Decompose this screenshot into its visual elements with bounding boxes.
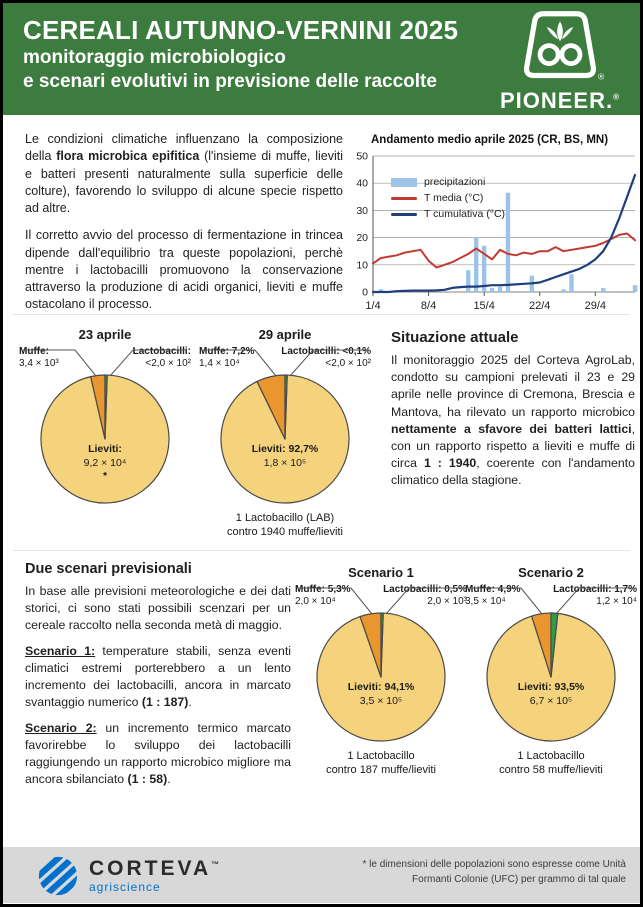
t-media-line-icon bbox=[391, 197, 417, 200]
lactobacilli-label: Lactobacilli: bbox=[132, 346, 191, 357]
scenario-1-paragraph bbox=[25, 643, 291, 711]
footnote-line-1: * le dimensioni delle popolazioni sono espresse come Unità bbox=[362, 859, 626, 870]
situazione-text-2: , con un rapporto rispetto a lieviti e muffe di circa bbox=[391, 421, 635, 471]
weather-chart-svg bbox=[347, 146, 639, 314]
header-text bbox=[23, 16, 458, 93]
scenario-2-text: un incremento termico marcato favorirebbe lo sviluppo dei lactobacilli raggiungendo un rapporto microbico migliore ma ancora sbilanciato bbox=[25, 720, 291, 786]
svg-text:30: 30 bbox=[356, 204, 368, 217]
pie-chart-svg bbox=[295, 583, 467, 745]
lactobacilli-label: Lactobacilli: 0,5% bbox=[383, 584, 467, 595]
pie-title: 29 aprile bbox=[258, 327, 312, 342]
page-title: CEREALI AUTUNNO-VERNINI 2025 bbox=[23, 15, 459, 45]
muffe-label: Muffe: bbox=[19, 346, 49, 357]
legend-label-t-cumulativa: T cumulativa (°C) bbox=[424, 208, 506, 220]
scenario-1-text: temperature stabili, senza eventi climatici estremi porterebbero a un lento incremento dei lactobacilli, ancora in marcato svantaggio numerico bbox=[25, 643, 292, 709]
legend-label-precipitazioni: precipitazioni bbox=[424, 176, 486, 188]
lieviti-value: 6,7 × 10⁵ bbox=[529, 694, 573, 707]
pie-title: Scenario 1 bbox=[348, 565, 414, 580]
corteva-wordmark bbox=[89, 858, 219, 894]
muffe-value: 3,5 × 10⁴ bbox=[465, 596, 506, 607]
lieviti-center-label bbox=[199, 443, 371, 470]
pie-scenario-1 bbox=[295, 565, 467, 787]
svg-text:20: 20 bbox=[356, 232, 368, 245]
scenario-1-ratio: (1 : 187) bbox=[141, 694, 189, 709]
situazione-bold-1: nettamente a sfavore dei batteri lattici bbox=[391, 421, 632, 436]
section-divider-1 bbox=[13, 314, 630, 315]
footer bbox=[3, 847, 640, 903]
intro-paragraph-2: Il corretto avvio del processo di fermentazione in trincea dipende dall'equilibrio tra queste popolazioni, perchè mentre i lactobacilli promuovono la conservazione attraverso la produzione di acidi organici, lieviti e muffe ostacolano il processo. bbox=[25, 228, 343, 312]
intro-section bbox=[25, 131, 343, 324]
pie-chart-svg bbox=[199, 345, 371, 507]
t-cumulativa-line-icon bbox=[391, 213, 417, 216]
svg-text:50: 50 bbox=[356, 150, 368, 163]
muffe-label: Muffe: 4,9% bbox=[465, 584, 521, 595]
pioneer-brand-text: PIONEER. bbox=[499, 88, 614, 113]
header bbox=[3, 3, 640, 115]
pie-23-aprile bbox=[19, 327, 191, 549]
svg-text:29/4: 29/4 bbox=[584, 300, 607, 312]
situazione-text-3: , coerente con l'andamento climatico della stagione. bbox=[391, 456, 635, 488]
chart-title: Andamento medio aprile 2025 (CR, BS, MN) bbox=[371, 134, 609, 146]
svg-text:1/4: 1/4 bbox=[365, 300, 381, 312]
scenari-heading: Due scenari previsionali bbox=[25, 561, 192, 577]
pioneer-trapezoid-icon bbox=[494, 9, 626, 85]
pie-chart-svg bbox=[465, 583, 637, 745]
legend-item-precipitazioni bbox=[391, 176, 505, 188]
lactobacilli-value: <2,0 × 10² bbox=[325, 358, 371, 369]
situazione-body bbox=[391, 352, 635, 490]
chart-legend bbox=[391, 176, 505, 224]
pie-caption bbox=[465, 749, 637, 778]
lieviti-label: Lieviti: bbox=[88, 443, 122, 455]
lactobacilli-value: <2,0 × 10² bbox=[145, 358, 191, 369]
lieviti-center-label bbox=[295, 681, 467, 708]
legend-item-t-media bbox=[391, 192, 505, 204]
footnote bbox=[363, 858, 627, 887]
situazione-text-1: Il monitoraggio 2025 del Corteva AgroLab, condotto su campioni prelevati il 23 e 29 aprile nelle province di Cremona, Brescia e Mantova, ha rilevato un rapporto microbico bbox=[391, 353, 635, 419]
pie-caption bbox=[199, 511, 371, 540]
corteva-tagline: agriscience bbox=[89, 880, 161, 894]
lieviti-label: Lieviti: 94,1% bbox=[347, 681, 415, 693]
svg-text:0: 0 bbox=[362, 286, 368, 299]
muffe-label: Muffe: 5,3% bbox=[295, 584, 351, 595]
weather-chart bbox=[347, 134, 639, 319]
corteva-tm-mark: ™ bbox=[211, 860, 220, 869]
situazione-section bbox=[391, 329, 635, 490]
intro-paragraph-1 bbox=[25, 131, 343, 217]
svg-text:10: 10 bbox=[356, 259, 368, 272]
intro-p1-bold: flora microbica epifitica bbox=[56, 149, 200, 164]
scenario-1-period: . bbox=[188, 694, 192, 709]
scenario-1-label: Scenario 1: bbox=[25, 643, 96, 658]
asterisk-note: * bbox=[102, 470, 108, 483]
situazione-ratio: 1 : 1940 bbox=[423, 456, 477, 471]
pie-scenario-2 bbox=[465, 565, 637, 787]
pioneer-logo bbox=[494, 9, 626, 112]
lieviti-value: 9,2 × 10⁴ bbox=[83, 456, 127, 469]
pie-title: Scenario 2 bbox=[518, 565, 584, 580]
muffe-label: Muffe: 7,2% bbox=[199, 346, 255, 357]
svg-text:15/4: 15/4 bbox=[473, 300, 495, 312]
corteva-name-text: CORTEVA bbox=[89, 857, 212, 880]
lieviti-center-label bbox=[19, 443, 191, 484]
corteva-logo bbox=[37, 855, 219, 897]
caption-line-2: contro 58 muffe/lieviti bbox=[499, 764, 603, 777]
caption-line-1: 1 Lactobacillo (LAB) bbox=[235, 512, 335, 524]
lieviti-value: 3,5 × 10⁵ bbox=[359, 694, 403, 707]
section-divider-2 bbox=[13, 550, 630, 551]
svg-text:®: ® bbox=[598, 71, 605, 82]
svg-text:8/4: 8/4 bbox=[420, 300, 437, 312]
lactobacilli-value: 2,0 × 10³ bbox=[427, 596, 467, 607]
page-subtitle-1: monitoraggio microbiologico bbox=[23, 46, 286, 68]
situazione-heading: Situazione attuale bbox=[391, 329, 519, 346]
svg-text:22/4: 22/4 bbox=[529, 300, 551, 312]
caption-line-2: contro 187 muffe/lieviti bbox=[326, 764, 436, 777]
scenari-section bbox=[25, 561, 291, 797]
caption-line-1: 1 Lactobacillo bbox=[517, 750, 585, 762]
pie-title: 23 aprile bbox=[78, 327, 132, 342]
corteva-logo-icon bbox=[37, 855, 79, 897]
caption-line-1: 1 Lactobacillo bbox=[347, 750, 415, 762]
muffe-value: 1,4 × 10⁴ bbox=[199, 358, 240, 369]
pie-29-aprile bbox=[199, 327, 371, 549]
scenari-intro: In base alle previsioni meteorologiche e dei dati storici, ci sono stati possibili scenzari per un cereale raccolto nella seconda metà di maggio. bbox=[25, 584, 291, 632]
scenario-2-paragraph bbox=[25, 720, 291, 788]
pioneer-wordmark bbox=[494, 90, 626, 112]
lactobacilli-label: Lactobacilli: <0,1% bbox=[281, 346, 371, 357]
legend-item-t-cumulativa bbox=[391, 208, 505, 220]
pie-caption bbox=[295, 749, 467, 778]
intro-p1-text-end: (l'insieme di muffe, lieviti e batteri presenti naturalmente sulla superficie delle colture), favorendo lo sviluppo di alcune specie rispetto ad altre. bbox=[25, 149, 344, 215]
footnote-line-2: Formanti Colonie (UFC) per grammo di tal quale bbox=[412, 873, 626, 885]
page-subtitle-2: e scenari evolutivi in previsione delle raccolte bbox=[23, 70, 437, 92]
page-body bbox=[3, 3, 640, 904]
lieviti-label: Lieviti: 93,5% bbox=[517, 681, 585, 693]
caption-line-2: contro 1940 muffe/lieviti bbox=[227, 526, 343, 539]
legend-label-t-media: T media (°C) bbox=[424, 192, 484, 204]
lactobacilli-label: Lactobacilli: 1,7% bbox=[553, 584, 637, 595]
lieviti-center-label bbox=[465, 681, 637, 708]
svg-text:40: 40 bbox=[356, 177, 368, 190]
muffe-value: 2,0 × 10⁴ bbox=[295, 596, 336, 607]
muffe-value: 3,4 × 10³ bbox=[19, 358, 59, 369]
scenario-2-label: Scenario 2: bbox=[25, 720, 97, 735]
intro-p1-text: Le condizioni climatiche influenzano la composizione della bbox=[25, 132, 343, 164]
corteva-name bbox=[89, 858, 219, 879]
scenario-2-ratio: (1 : 58) bbox=[127, 771, 168, 786]
scenario-2-period: . bbox=[167, 771, 171, 786]
lieviti-value: 1,8 × 10⁵ bbox=[263, 456, 307, 469]
precipitation-swatch-icon bbox=[391, 178, 417, 187]
pioneer-reg-mark: ® bbox=[613, 92, 621, 102]
lactobacilli-value: 1,2 × 10⁴ bbox=[596, 596, 637, 607]
lieviti-label: Lieviti: 92,7% bbox=[251, 443, 319, 455]
